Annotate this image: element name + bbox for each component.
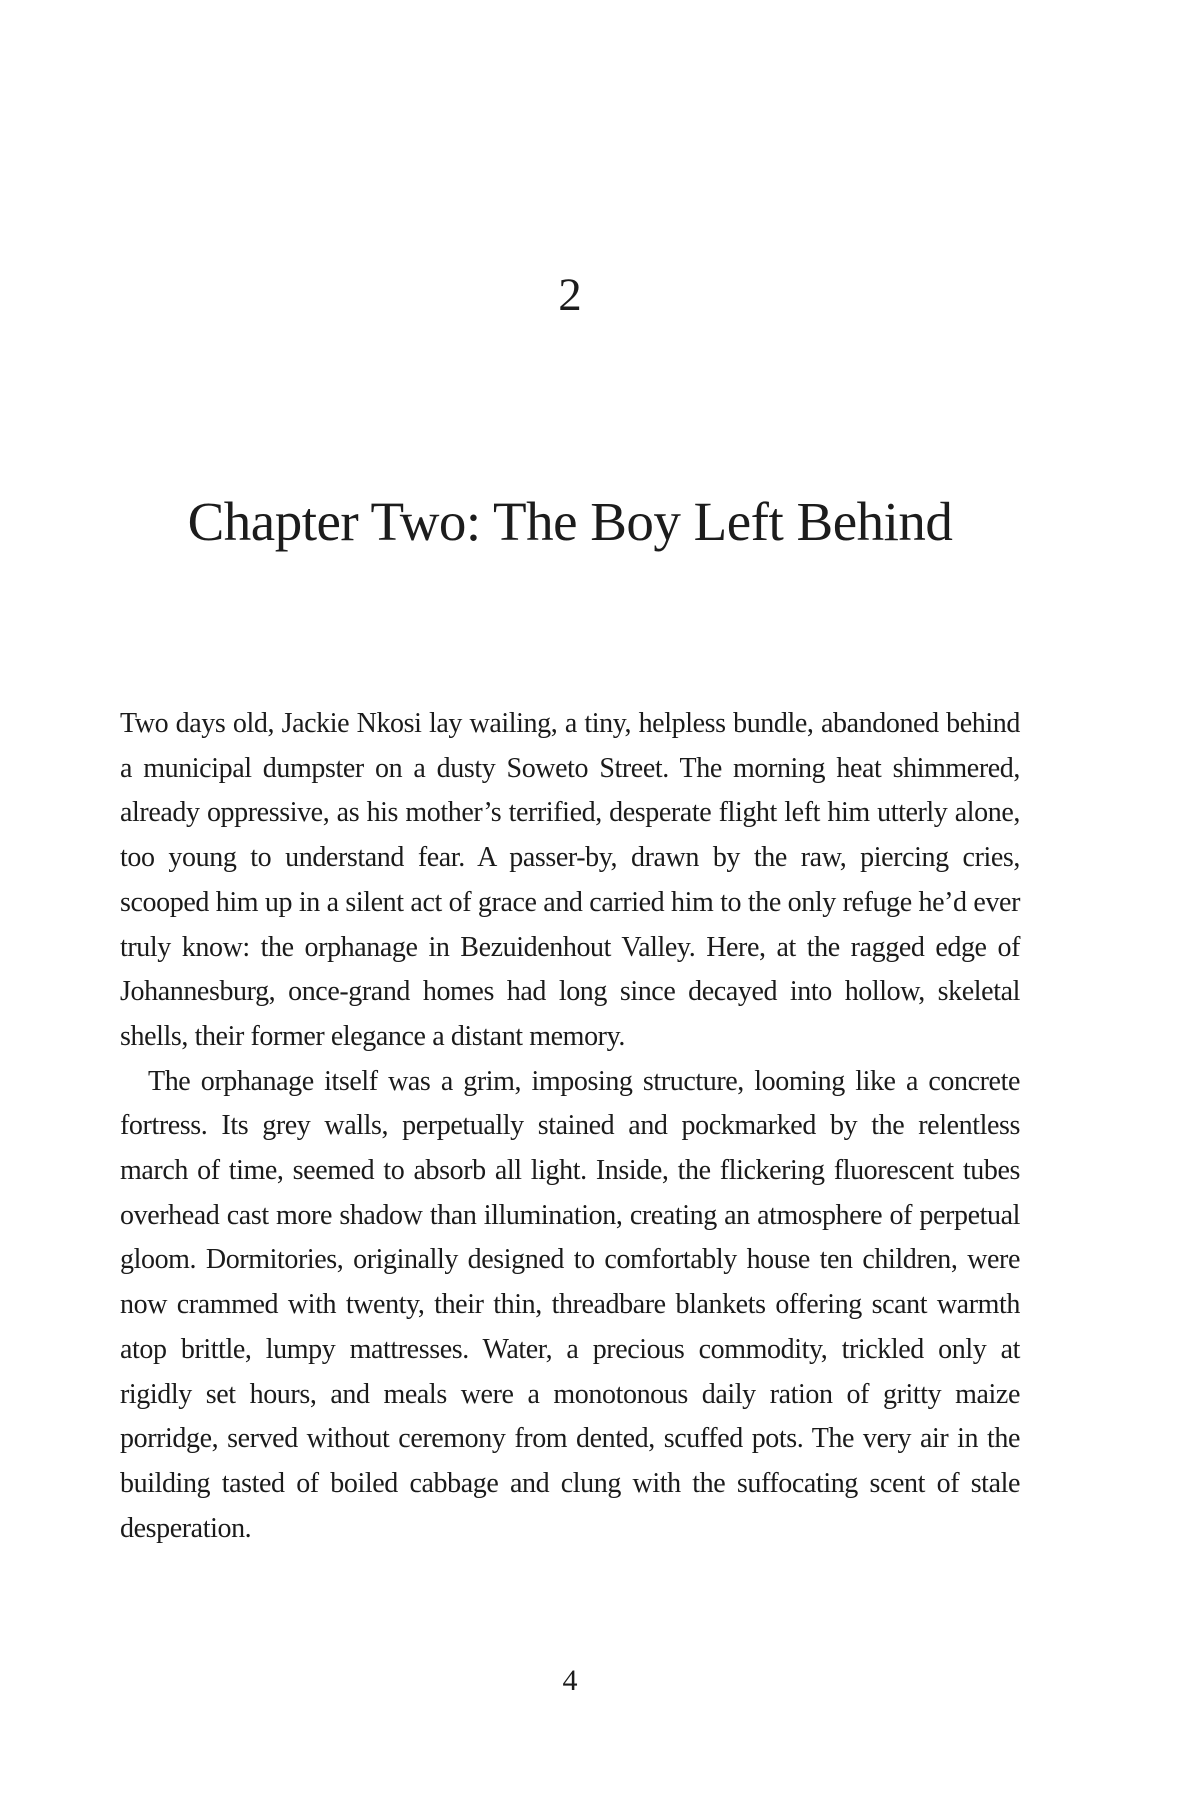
page-number: 4	[562, 1664, 578, 1697]
paragraph-1: Two days old, Jackie Nkosi lay wailing, a tiny, helpless bundle, abandoned behind a municipal dumpster on a dusty Soweto Street. The morning heat shimmered, already oppressive, as his mother’s terrified, desperate flight left him utterly alone, too young to understand fear. A passer-by, drawn by the raw, piercing cries, scooped him up in a silent act of grace and carried him to the only refuge he’d ever truly know: the orphanage in Bezuidenhout Valley. Here, at the ragged edge of Johannesburg, once-grand homes had long since decayed into hollow, skeletal shells, their former elegance a distant memory.	[120, 708, 1020, 1052]
chapter-number: 2	[558, 269, 582, 321]
chapter-body	[120, 702, 1020, 1551]
paragraph-2: The orphanage itself was a grim, imposing structure, looming like a concrete fortress. Its grey walls, perpetually stained and pockmarked by the relentless march of time, seemed to absorb all light. Inside, the flickering fluorescent tubes overhead cast more shadow than illumination, creating an atmosphere of perpetual gloom. Dormitories, originally designed to comfortably house ten children, were now crammed with twenty, their thin, threadbare blankets offering scant warmth atop brittle, lumpy mattresses. Water, a precious commodity, trickled only at rigidly set hours, and meals were a monotonous daily ration of gritty maize porridge, served without ceremony from dented, scuffed pots. The very air in the building tasted of boiled cabbage and clung with the suffocating scent of stale desperation.	[120, 1065, 1020, 1544]
chapter-title: Chapter Two: The Boy Left Behind	[187, 491, 953, 552]
